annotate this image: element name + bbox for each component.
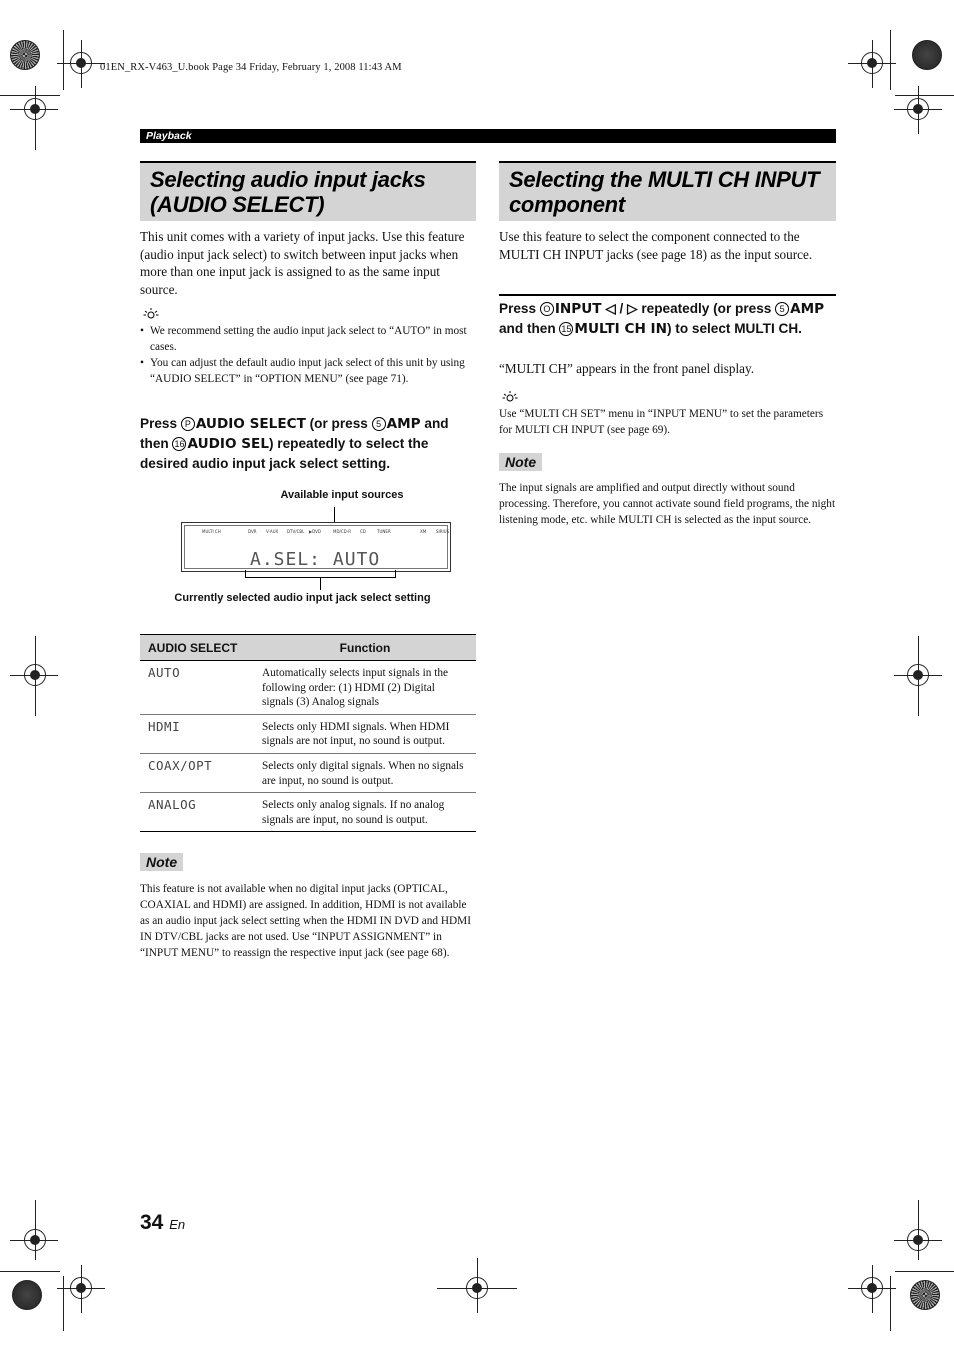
- right-result-text: “MULTI CH” appears in the front panel display.: [499, 361, 755, 376]
- option-cell: AUTO: [140, 661, 254, 715]
- registration-dial-icon: [910, 1280, 940, 1310]
- left-tips-list: [140, 323, 480, 387]
- table-header-option: AUDIO SELECT: [140, 635, 254, 661]
- source-indicator: XM: [420, 529, 427, 534]
- table-row: [140, 661, 476, 715]
- function-cell: Selects only analog signals. If no analog signals are input, no sound is output.: [254, 793, 476, 832]
- source-indicator: MD/CD-R: [333, 529, 351, 534]
- right-step-instruction: [499, 299, 836, 339]
- step-text: and then: [140, 416, 449, 451]
- remote-key-o-icon: O: [540, 302, 554, 316]
- callout-line: [320, 578, 321, 590]
- audio-select-table: [140, 634, 476, 832]
- remote-key-16-icon: 16: [174, 439, 185, 449]
- option-cell: COAX/OPT: [140, 753, 254, 792]
- tip-lightbulb-icon: [502, 391, 518, 403]
- registration-dial-icon: [912, 40, 942, 70]
- key-input: INPUT: [554, 301, 602, 317]
- tip-item: • You can adjust the default audio input jack select of this unit by using “AUDIO SELECT” in “OPTION MENU” (see page 71).: [140, 355, 480, 387]
- source-indicator: DVR: [248, 529, 257, 534]
- remote-key-15-icon: 15: [561, 324, 572, 334]
- left-right-arrows-icon: ◁ / ▷: [605, 301, 638, 316]
- key-amp: AMP: [790, 301, 825, 317]
- tip-item: • We recommend setting the audio input jack select to “AUTO” in most cases.: [140, 323, 480, 355]
- page-number-value: 34: [140, 1211, 164, 1234]
- source-indicator: DTV/CBL: [287, 529, 305, 534]
- right-intro-paragraph: Use this feature to select the component connected to the MULTI CH INPUT jacks (see page 18) as the input source.: [499, 229, 813, 262]
- book-file-line: 01EN_RX-V463_U.book Page 34 Friday, February 1, 2008 11:43 AM: [100, 62, 402, 73]
- remote-key-p-icon: P: [181, 417, 195, 431]
- left-note-text: This feature is not available when no digital input jacks (OPTICAL, COAXIAL and HDMI) are assigned. In addition, HDMI is not available as an audio input jack select setting when the HDMI IN DVD and HDMI IN DTV/CBL jacks are not used. Use “INPUT ASSIGNMENT” in “INPUT MENU” to reassign the respective input jack (see page 68).: [140, 883, 471, 959]
- section-header-bar: Playback: [140, 129, 836, 143]
- function-cell: Selects only HDMI signals. When HDMI signals are not input, no sound is output.: [254, 714, 476, 753]
- right-heading-line2: component: [509, 192, 625, 217]
- left-intro-paragraph: This unit comes with a variety of input jacks. Use this feature (audio input jack select) to switch between input jacks when more than one input jack is assigned to as the same input source.: [140, 229, 465, 297]
- right-note-label: Note: [499, 453, 542, 471]
- left-heading-line1: Selecting audio input jacks: [150, 167, 426, 192]
- option-cell: ANALOG: [140, 793, 254, 832]
- source-indicator: TUNER: [377, 529, 391, 534]
- option-cell: HDMI: [140, 714, 254, 753]
- source-indicator: CD: [360, 529, 366, 534]
- page-number: [140, 1211, 185, 1235]
- left-section-heading: [140, 161, 476, 221]
- key-amp: AMP: [386, 416, 421, 432]
- right-tip-text: Use “MULTI CH SET” menu in “INPUT MENU” to set the parameters for MULTI CH INPUT (see page 69).: [499, 408, 824, 436]
- available-sources-label: Available input sources: [280, 489, 404, 501]
- remote-key-5-icon: 5: [372, 417, 386, 431]
- step-text: (or press: [309, 416, 368, 431]
- source-indicator: V-AUX: [266, 529, 279, 534]
- right-section-heading: [499, 161, 836, 221]
- left-heading-line2: (AUDIO SELECT): [150, 192, 325, 217]
- tip-lightbulb-icon: [143, 308, 159, 320]
- key-audio-sel: AUDIO SEL: [187, 436, 269, 452]
- remote-key-5-icon: 5: [775, 302, 789, 316]
- source-indicator: MULTI CH: [202, 529, 221, 534]
- function-cell: Selects only digital signals. When no signals are input, no sound is output.: [254, 753, 476, 792]
- current-setting-label: Currently selected audio input jack select setting: [174, 592, 431, 604]
- step-text: ) repeatedly to select the desired audio input jack select setting.: [140, 436, 429, 471]
- step-divider: [499, 294, 836, 296]
- key-audio-select: AUDIO SELECT: [195, 416, 306, 432]
- table-row: [140, 714, 476, 753]
- source-indicator: ▶DVD: [309, 529, 321, 534]
- step-text: Press: [140, 416, 178, 431]
- registration-dial-icon: [10, 40, 40, 70]
- right-heading-line1: Selecting the MULTI CH INPUT: [509, 167, 820, 192]
- display-readout: A.SEL: AUTO: [250, 549, 381, 570]
- function-cell: Automatically selects input signals in the following order: (1) HDMI (2) Digital signals (3) Analog signals: [254, 661, 476, 715]
- left-note-label: Note: [140, 853, 183, 871]
- right-note-text: The input signals are amplified and output directly without sound processing. Therefore, you cannot activate sound field programs, the night listening mode, etc. while MULTI CH is selected as the input source.: [499, 482, 836, 526]
- step-text: ) to select MULTI CH.: [666, 321, 802, 336]
- readout-bracket: [245, 570, 396, 578]
- step-text: and then: [499, 321, 556, 336]
- table-row: [140, 753, 476, 792]
- step-text: Press: [499, 301, 537, 316]
- table-row: [140, 793, 476, 832]
- callout-line: [334, 507, 335, 523]
- table-header-function: Function: [254, 635, 476, 661]
- key-multi-ch-in: MULTI CH IN: [574, 321, 667, 337]
- front-panel-display: [181, 522, 451, 572]
- step-text: repeatedly (or press: [641, 301, 772, 316]
- source-indicator: SIRIUS: [436, 529, 450, 534]
- registration-dial-icon: [12, 1280, 42, 1310]
- left-step-instruction: [140, 414, 480, 474]
- page-language: En: [169, 1217, 186, 1232]
